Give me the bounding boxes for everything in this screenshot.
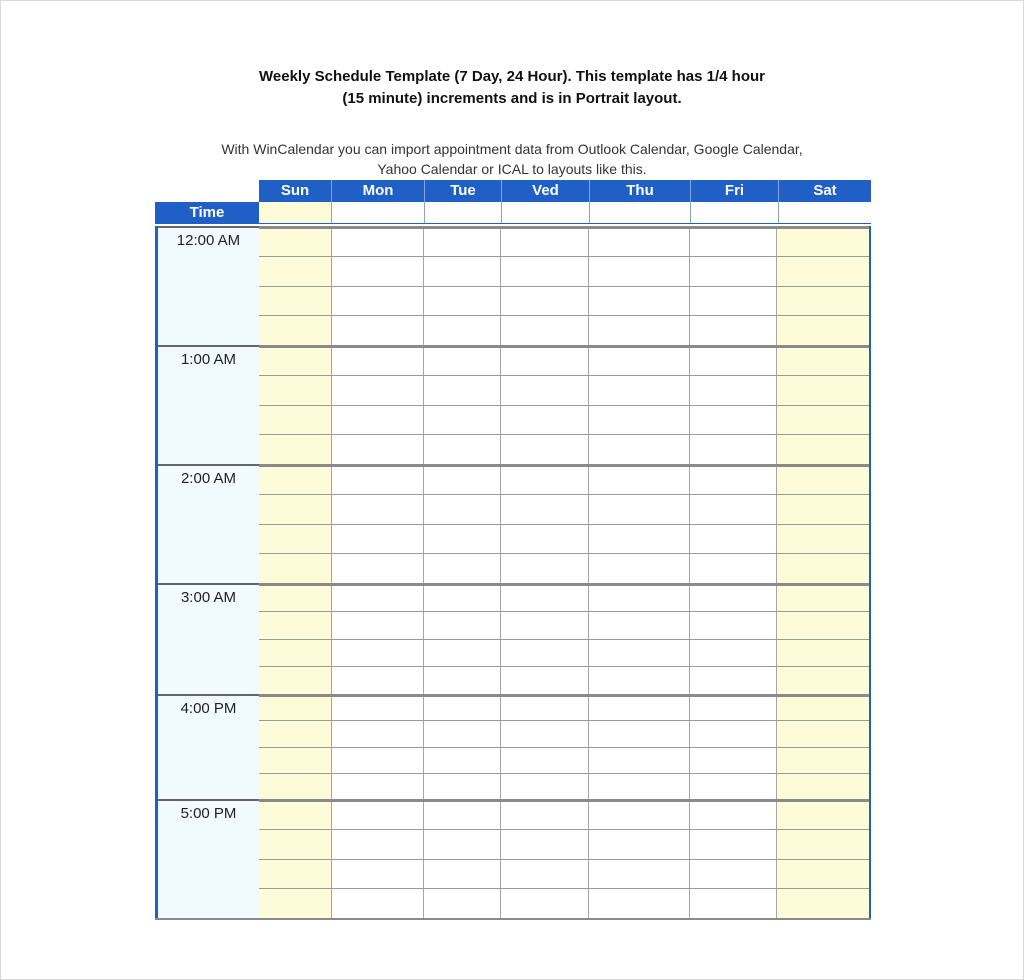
- slot-cell-fri[interactable]: [690, 774, 778, 799]
- slot-cell-tue[interactable]: [424, 257, 501, 286]
- slot-cell-mon[interactable]: [332, 257, 425, 286]
- time-label: 3:00 AM: [158, 583, 259, 694]
- slot-cell-thu[interactable]: [589, 748, 690, 773]
- slot-cell-sat[interactable]: [777, 612, 869, 639]
- slot-cell-mon[interactable]: [332, 525, 425, 554]
- slot-cell-sat[interactable]: [777, 774, 869, 799]
- slot-cell-sat[interactable]: [777, 889, 869, 918]
- slot-cell-thu[interactable]: [589, 586, 690, 611]
- slot-cell-mon[interactable]: [332, 348, 425, 375]
- slot-cell-mon[interactable]: [332, 376, 425, 405]
- slot-cell-tue[interactable]: [424, 860, 501, 889]
- slot-cell-tue[interactable]: [424, 495, 501, 524]
- time-slot-row: [259, 773, 869, 799]
- slot-cell-mon[interactable]: [332, 554, 425, 583]
- slot-cell-sun[interactable]: [259, 774, 332, 799]
- time-slot-row: [259, 639, 869, 667]
- grid-bottom-border: [155, 918, 871, 920]
- time-label: 2:00 AM: [158, 464, 259, 583]
- time-slot-row: [259, 434, 869, 464]
- slot-cell-mon[interactable]: [332, 748, 425, 773]
- slot-cell-fri[interactable]: [690, 376, 778, 405]
- slot-cell-thu[interactable]: [589, 376, 690, 405]
- time-label: 4:00 PM: [158, 694, 259, 799]
- slot-cell-thu[interactable]: [589, 830, 690, 859]
- time-slot-row: [259, 256, 869, 286]
- slot-cell-thu[interactable]: [589, 525, 690, 554]
- slot-cell-ved[interactable]: [501, 774, 589, 799]
- time-slot-row: [259, 524, 869, 554]
- schedule-grid: [155, 226, 871, 920]
- slot-cell-sun[interactable]: [259, 376, 332, 405]
- slot-cell-tue[interactable]: [424, 802, 501, 829]
- slot-cell-thu[interactable]: [589, 860, 690, 889]
- slot-cell-fri[interactable]: [690, 889, 778, 918]
- time-slot-row: [259, 694, 869, 720]
- slot-cell-fri[interactable]: [690, 554, 778, 583]
- slot-cell-sat[interactable]: [777, 229, 869, 256]
- slot-cell-sat[interactable]: [777, 376, 869, 405]
- slot-cell-sun[interactable]: [259, 889, 332, 918]
- slot-cell-tue[interactable]: [424, 229, 501, 256]
- slot-cell-sat[interactable]: [777, 435, 869, 464]
- slot-cell-sun[interactable]: [259, 640, 332, 667]
- slot-cell-sat[interactable]: [777, 406, 869, 435]
- time-slot-row: [259, 799, 869, 829]
- slot-cell-ved[interactable]: [501, 748, 589, 773]
- slot-cell-sat[interactable]: [777, 495, 869, 524]
- slot-cell-ved[interactable]: [501, 348, 589, 375]
- slot-cell-tue[interactable]: [424, 697, 501, 720]
- date-entry-row: [259, 202, 871, 224]
- slot-cell-sun[interactable]: [259, 316, 332, 345]
- hour-block: [158, 583, 869, 694]
- slot-cell-sun[interactable]: [259, 435, 332, 464]
- hour-block: [158, 226, 869, 345]
- day-header-sat: Sat: [813, 182, 837, 199]
- time-slot-row: [259, 720, 869, 746]
- slot-cell-fri[interactable]: [690, 586, 778, 611]
- slot-cell-sat[interactable]: [777, 316, 869, 345]
- date-cell-sat[interactable]: [779, 202, 871, 223]
- slot-cell-sat[interactable]: [777, 830, 869, 859]
- slot-cell-sun[interactable]: [259, 721, 332, 746]
- time-slot-row: [259, 859, 869, 889]
- slot-cell-ved[interactable]: [501, 376, 589, 405]
- day-header-ved: Ved: [502, 180, 590, 202]
- slot-cell-fri[interactable]: [690, 435, 778, 464]
- day-header-row: [259, 180, 871, 202]
- slot-cell-thu[interactable]: [589, 774, 690, 799]
- slot-cell-sat[interactable]: [777, 348, 869, 375]
- slot-cell-tue[interactable]: [424, 667, 501, 694]
- slot-cell-tue[interactable]: [424, 586, 501, 611]
- slot-cell-ved[interactable]: [501, 525, 589, 554]
- slot-cell-mon[interactable]: [332, 667, 425, 694]
- slot-cell-fri[interactable]: [690, 287, 778, 316]
- slot-cell-fri[interactable]: [690, 640, 778, 667]
- slot-cell-mon[interactable]: [332, 586, 425, 611]
- slot-cell-sun[interactable]: [259, 495, 332, 524]
- slot-cell-fri[interactable]: [690, 348, 778, 375]
- slot-cell-tue[interactable]: [424, 554, 501, 583]
- slot-cell-thu[interactable]: [589, 406, 690, 435]
- hour-block: [158, 345, 869, 464]
- page-title: [160, 66, 864, 110]
- hour-block: [158, 464, 869, 583]
- slot-cell-thu[interactable]: [589, 316, 690, 345]
- hour-block: [158, 694, 869, 799]
- subtitle-line-2: Yahoo Calendar or ICAL to layouts like this.: [377, 161, 647, 177]
- day-header-mon: Mon: [332, 180, 425, 202]
- time-slot-row: [259, 829, 869, 859]
- slot-cell-mon[interactable]: [332, 316, 425, 345]
- hour-block: [158, 799, 869, 918]
- slot-cell-tue[interactable]: [424, 287, 501, 316]
- slot-cell-mon[interactable]: [332, 287, 425, 316]
- time-slot-row: [259, 315, 869, 345]
- slot-cell-mon[interactable]: [332, 697, 425, 720]
- title-line-1: Weekly Schedule Template (7 Day, 24 Hour). This template has 1/4 hour: [259, 68, 765, 85]
- subtitle-line-1: With WinCalendar you can import appointment data from Outlook Calendar, Google Calendar,: [221, 141, 803, 157]
- time-slot-row: [259, 666, 869, 694]
- time-slot-row: [259, 345, 869, 375]
- slot-cell-sun[interactable]: [259, 525, 332, 554]
- slot-cell-fri[interactable]: [690, 860, 778, 889]
- slot-cell-tue[interactable]: [424, 376, 501, 405]
- date-cell-tue[interactable]: [425, 202, 502, 223]
- slot-cell-sat[interactable]: [777, 554, 869, 583]
- slot-cell-tue[interactable]: [424, 348, 501, 375]
- slot-cell-sun[interactable]: [259, 406, 332, 435]
- slot-cell-sat[interactable]: [777, 525, 869, 554]
- slot-cell-ved[interactable]: [501, 229, 589, 256]
- slot-cell-thu[interactable]: [589, 640, 690, 667]
- slot-cell-sat[interactable]: [777, 748, 869, 773]
- slot-cell-fri[interactable]: [690, 229, 778, 256]
- time-column-header: Time: [155, 202, 259, 224]
- slot-cell-thu[interactable]: [589, 889, 690, 918]
- slot-cell-mon[interactable]: [332, 860, 425, 889]
- slot-cell-sat[interactable]: [777, 721, 869, 746]
- slot-cell-thu[interactable]: [589, 229, 690, 256]
- day-header-thu: Thu: [590, 180, 691, 202]
- slot-cell-tue[interactable]: [424, 316, 501, 345]
- slot-cell-tue[interactable]: [424, 406, 501, 435]
- day-header-fri: Fri: [691, 180, 779, 202]
- slot-cell-fri[interactable]: [690, 612, 778, 639]
- slot-cell-sat[interactable]: [777, 467, 869, 494]
- slot-cell-fri[interactable]: [690, 667, 778, 694]
- slot-cell-ved[interactable]: [501, 640, 589, 667]
- date-cell-ved[interactable]: [502, 202, 590, 223]
- slot-cell-fri[interactable]: [690, 467, 778, 494]
- slot-cell-fri[interactable]: [690, 525, 778, 554]
- slot-cell-sat[interactable]: [777, 586, 869, 611]
- time-slot-row: [259, 375, 869, 405]
- slot-cell-sat[interactable]: [777, 860, 869, 889]
- slot-cell-sat[interactable]: [777, 697, 869, 720]
- slot-cell-sun[interactable]: [259, 467, 332, 494]
- slot-cell-ved[interactable]: [501, 287, 589, 316]
- slot-cell-thu[interactable]: [589, 667, 690, 694]
- slot-cell-sun[interactable]: [259, 586, 332, 611]
- slot-cell-fri[interactable]: [690, 802, 778, 829]
- time-slot-row: [259, 286, 869, 316]
- slot-cell-sun[interactable]: [259, 287, 332, 316]
- slot-cell-sun[interactable]: [259, 612, 332, 639]
- date-cell-fri[interactable]: [691, 202, 779, 223]
- slot-cell-thu[interactable]: [589, 612, 690, 639]
- slot-cell-sun[interactable]: [259, 229, 332, 256]
- page-subtitle: [160, 139, 864, 179]
- time-slot-row: [259, 464, 869, 494]
- slot-cell-mon[interactable]: [332, 640, 425, 667]
- slot-cell-ved[interactable]: [501, 495, 589, 524]
- slot-cell-thu[interactable]: [589, 287, 690, 316]
- slot-cell-thu[interactable]: [589, 802, 690, 829]
- slot-cell-mon[interactable]: [332, 721, 425, 746]
- title-line-2: (15 minute) increments and is in Portrait layout.: [342, 90, 682, 107]
- slot-cell-thu[interactable]: [589, 257, 690, 286]
- slot-cell-sat[interactable]: [777, 640, 869, 667]
- slot-cell-ved[interactable]: [501, 554, 589, 583]
- slot-cell-fri[interactable]: [690, 830, 778, 859]
- slot-cell-ved[interactable]: [501, 316, 589, 345]
- slot-cell-sun[interactable]: [259, 802, 332, 829]
- slot-cell-mon[interactable]: [332, 495, 425, 524]
- time-slot-row: [259, 405, 869, 435]
- slot-cell-mon[interactable]: [332, 774, 425, 799]
- slot-cell-tue[interactable]: [424, 467, 501, 494]
- slot-cell-sun[interactable]: [259, 348, 332, 375]
- slot-cell-fri[interactable]: [690, 697, 778, 720]
- time-slot-row: [259, 494, 869, 524]
- slot-cell-sun[interactable]: [259, 667, 332, 694]
- slot-cell-thu[interactable]: [589, 697, 690, 720]
- slot-cell-fri[interactable]: [690, 495, 778, 524]
- slot-cell-ved[interactable]: [501, 889, 589, 918]
- slot-cell-ved[interactable]: [501, 667, 589, 694]
- slot-cell-tue[interactable]: [424, 748, 501, 773]
- slot-cell-ved[interactable]: [501, 257, 589, 286]
- slot-cell-sun[interactable]: [259, 257, 332, 286]
- day-header-tue: Tue: [425, 180, 502, 202]
- slot-cell-mon[interactable]: [332, 406, 425, 435]
- slot-cell-mon[interactable]: [332, 229, 425, 256]
- slot-cell-tue[interactable]: [424, 435, 501, 464]
- slot-cell-sat[interactable]: [777, 287, 869, 316]
- slot-cell-sat[interactable]: [777, 257, 869, 286]
- date-cell-mon[interactable]: [332, 202, 425, 223]
- slot-cell-fri[interactable]: [690, 316, 778, 345]
- slot-cell-thu[interactable]: [589, 435, 690, 464]
- slot-cell-sat[interactable]: [777, 667, 869, 694]
- slot-cell-mon[interactable]: [332, 612, 425, 639]
- slot-cell-tue[interactable]: [424, 612, 501, 639]
- time-slot-row: [259, 888, 869, 918]
- slot-cell-thu[interactable]: [589, 495, 690, 524]
- slot-cell-fri[interactable]: [690, 406, 778, 435]
- time-label: 5:00 PM: [158, 799, 259, 918]
- slot-cell-ved[interactable]: [501, 721, 589, 746]
- slot-cell-ved[interactable]: [501, 830, 589, 859]
- slot-cell-tue[interactable]: [424, 774, 501, 799]
- date-cell-thu[interactable]: [590, 202, 691, 223]
- time-slot-row: [259, 583, 869, 611]
- slot-cell-thu[interactable]: [589, 348, 690, 375]
- slot-cell-thu[interactable]: [589, 467, 690, 494]
- slot-cell-ved[interactable]: [501, 612, 589, 639]
- slot-cell-thu[interactable]: [589, 554, 690, 583]
- slot-cell-mon[interactable]: [332, 889, 425, 918]
- slot-cell-tue[interactable]: [424, 525, 501, 554]
- slot-cell-ved[interactable]: [501, 467, 589, 494]
- time-slot-row: [259, 747, 869, 773]
- slot-cell-tue[interactable]: [424, 640, 501, 667]
- slot-cell-sun[interactable]: [259, 860, 332, 889]
- slot-cell-mon[interactable]: [332, 802, 425, 829]
- slot-cell-mon[interactable]: [332, 435, 425, 464]
- slot-cell-ved[interactable]: [501, 802, 589, 829]
- slot-cell-ved[interactable]: [501, 697, 589, 720]
- date-cell-sun[interactable]: [259, 202, 332, 223]
- slot-cell-sun[interactable]: [259, 554, 332, 583]
- slot-cell-sun[interactable]: [259, 697, 332, 720]
- slot-cell-fri[interactable]: [690, 748, 778, 773]
- slot-cell-fri[interactable]: [690, 721, 778, 746]
- slot-cell-sun[interactable]: [259, 830, 332, 859]
- day-header-sun: Sun: [259, 180, 332, 202]
- slot-cell-sat[interactable]: [777, 802, 869, 829]
- slot-cell-mon[interactable]: [332, 830, 425, 859]
- slot-cell-ved[interactable]: [501, 860, 589, 889]
- time-label: 12:00 AM: [158, 226, 259, 345]
- slot-cell-thu[interactable]: [589, 721, 690, 746]
- time-slot-row: [259, 611, 869, 639]
- slot-cell-tue[interactable]: [424, 721, 501, 746]
- time-slot-row: [259, 553, 869, 583]
- slot-cell-fri[interactable]: [690, 257, 778, 286]
- slot-cell-mon[interactable]: [332, 467, 425, 494]
- slot-cell-sun[interactable]: [259, 748, 332, 773]
- slot-cell-ved[interactable]: [501, 586, 589, 611]
- slot-cell-ved[interactable]: [501, 406, 589, 435]
- time-slot-row: [259, 226, 869, 256]
- slot-cell-ved[interactable]: [501, 435, 589, 464]
- slot-cell-tue[interactable]: [424, 889, 501, 918]
- slot-cell-tue[interactable]: [424, 830, 501, 859]
- time-label: 1:00 AM: [158, 345, 259, 464]
